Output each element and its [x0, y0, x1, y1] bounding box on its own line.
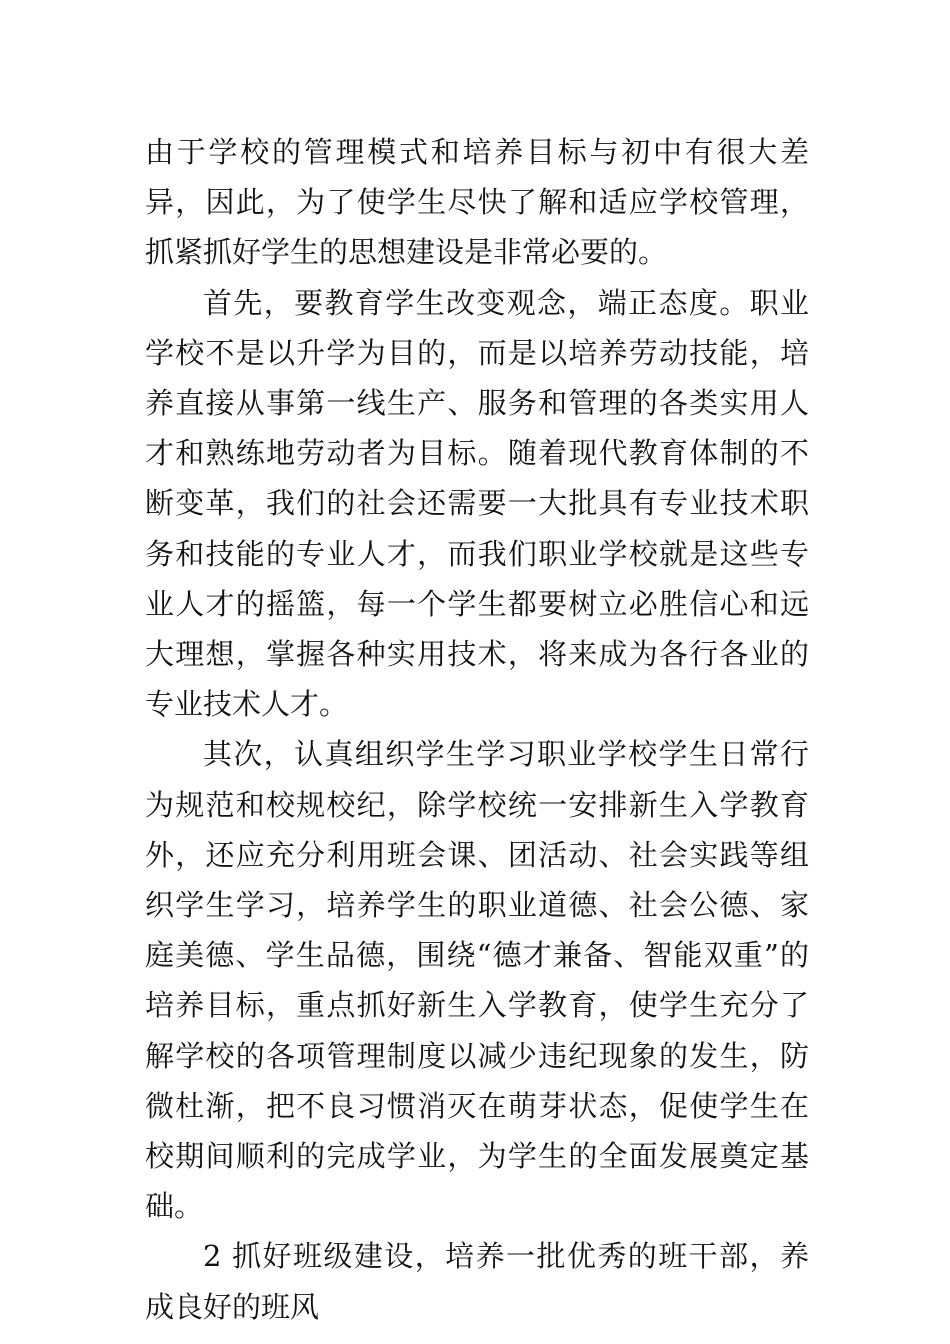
- paragraph-continuation: 由于学校的管理模式和培养目标与初中有很大差异，因此，为了使学生尽快了解和适应学校管理，抓紧抓好学生的思想建设是非常必要的。: [145, 135, 809, 270]
- section-heading-class-building: 2 抓好班级建设，培养一批优秀的班干部，养成良好的班风: [145, 1239, 809, 1324]
- paragraph-second: 其次，认真组织学生学习职业学校学生日常行为规范和校规校纪，除学校统一安排新生入学教育外，还应充分利用班会课、团活动、社会实践等组织学生学习，培养学生的职业道德、社会公德、家庭美德、学生品德，围绕“德才兼备、智能双重”的培养目标，重点抓好新生入学教育，使学生充分了解学校的各项管理制度以减少违纪现象的发生，防微杜渐，把不良习惯消灭在萌芽状态，促使学生在校期间顺利的完成学业，为学生的全面发展奠定基础。: [145, 737, 809, 1224]
- paragraph-first: 首先，要教育学生改变观念，端正态度。职业学校不是以升学为目的，而是以培养劳动技能，培养直接从事第一线生产、服务和管理的各类实用人才和熟练地劳动者为目标。随着现代教育体制的不断变革，我们的社会还需要一大批具有专业技术职务和技能的专业人才，而我们职业学校就是这些专业人才的摇篮，每一个学生都要树立必胜信心和远大理想，掌握各种实用技术，将来成为各行各业的专业技术人才。: [145, 285, 809, 722]
- document-body: [145, 127, 809, 1332]
